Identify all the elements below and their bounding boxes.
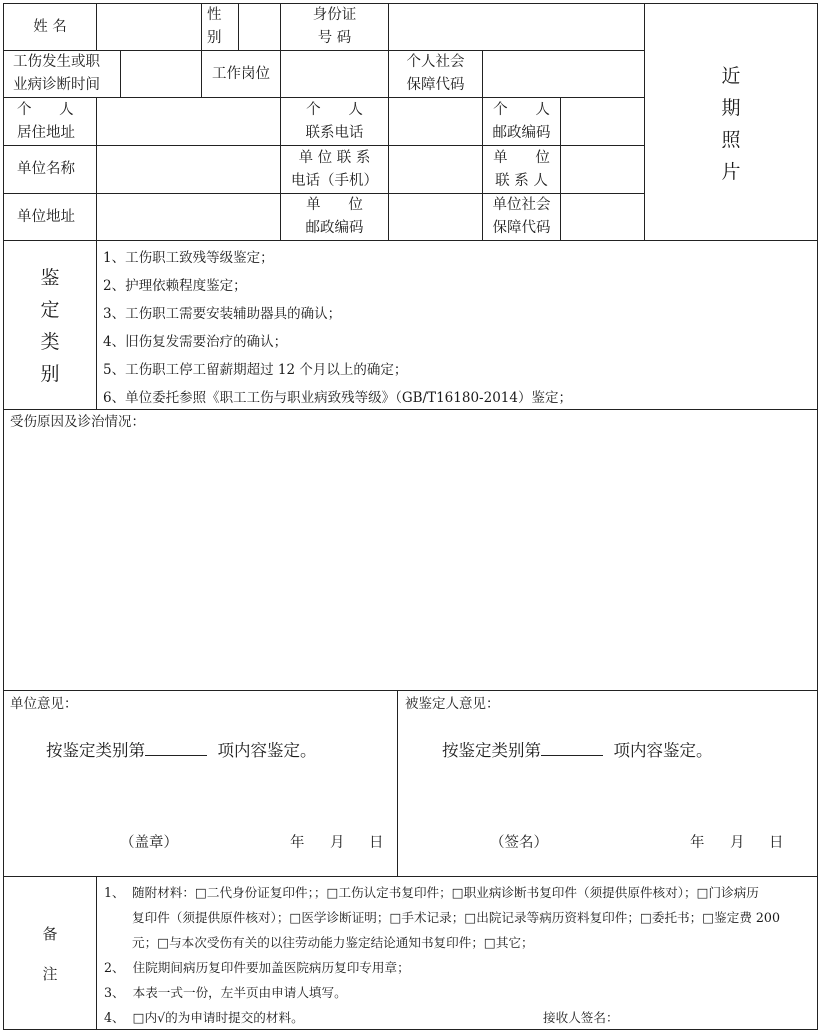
photo-char-1: 近: [721, 65, 741, 87]
photo-char-3: 照: [721, 129, 741, 151]
opinion-divider: [397, 690, 398, 877]
social-label-1: 个人社会: [406, 54, 465, 70]
injury-time-label-2: 业病诊断时间: [13, 77, 100, 93]
unit-social-label-2: 保障代码: [492, 220, 551, 236]
unit-phone-label-1: 单 位 联 系: [298, 150, 371, 166]
unit-addr-label: 单位地址: [17, 209, 75, 225]
post-label: 工作岗位: [212, 66, 270, 82]
category-item-4: 4、旧伤复发需要治疗的确认；: [103, 334, 288, 350]
note-3: 3、 本表一式一份，左半页由申请人填写。: [104, 985, 347, 1000]
unit-contact-label-1: 单 位: [493, 150, 550, 166]
notes-divider: [96, 876, 97, 1030]
unit-name-label: 单位名称: [17, 161, 75, 177]
r3-v5: [560, 97, 561, 241]
row-line-5: [3, 240, 818, 241]
category-list: [103, 244, 572, 412]
category-char-4: 别: [40, 363, 60, 385]
category-char-2: 定: [40, 299, 60, 321]
category-item-5: 5、工伤职工停工留薪期超过 12 个月以上的确定；: [103, 362, 408, 378]
note-2: 2、 住院期间病历复印件要加盖医院病历复印专用章；: [104, 960, 410, 975]
r2-v1: [120, 50, 121, 98]
unit-opinion-label: 单位意见：: [10, 696, 78, 712]
category-divider: [96, 240, 97, 410]
unit-phone-label-2: 电话（手机）: [291, 173, 378, 189]
person-opinion-label: 被鉴定人意见：: [405, 696, 500, 712]
r3-v3: [388, 97, 389, 241]
id-label-2: 号 码: [317, 30, 352, 46]
unit-postal-label-2: 邮政编码: [305, 220, 364, 236]
person-sentence-pre: 按鉴定类别第: [442, 741, 541, 760]
addr-label-2: 居住地址: [17, 125, 75, 141]
social-label-2: 保障代码: [406, 77, 465, 93]
note-4: 4、 □内√的为申请时提交的材料。: [104, 1010, 304, 1025]
person-day-label: 日: [769, 835, 784, 851]
border-top: [3, 3, 818, 4]
person-blank-line: [541, 737, 603, 756]
person-year-label: 年: [690, 835, 705, 851]
id-label-1: 身份证: [312, 7, 357, 23]
note-1-num: 1、: [104, 885, 125, 900]
postal-label-1: 个 人: [493, 102, 550, 118]
unit-social-label-1: 单位社会: [492, 197, 551, 213]
unit-year-label: 年: [290, 835, 305, 851]
seal-label: （盖章）: [120, 835, 178, 851]
note-1-line-1: 随附材料：□二代身份证复印件；；□工伤认定书复印件；□职业病诊断书复印件（须提供原件核对）；□门诊病历: [132, 885, 759, 900]
unit-sentence-pre: 按鉴定类别第: [46, 741, 145, 760]
phone-label-2: 联系电话: [305, 125, 364, 141]
unit-day-label: 日: [369, 835, 384, 851]
photo-area: [645, 60, 817, 188]
person-opinion-sentence: [442, 737, 713, 763]
sex-label-1: 性: [207, 7, 222, 23]
sign-label: （签名）: [490, 835, 548, 851]
person-sentence-post: 项内容鉴定。: [613, 741, 713, 760]
note-1-line-2: 复印件（须提供原件核对）；□医学诊断证明；□手术记录；□出院记录等病历资料复印件；□委托书；□鉴定费 200: [132, 910, 780, 925]
notes-label-2: 注: [42, 965, 58, 983]
category-item-2: 2、护理依赖程度鉴定；: [103, 278, 247, 294]
unit-blank-line: [145, 737, 207, 756]
category-char-3: 类: [40, 331, 60, 353]
photo-char-2: 期: [721, 97, 741, 119]
r3-v1: [96, 97, 97, 241]
r1-v2: [201, 3, 202, 51]
row-line-8: [3, 876, 818, 877]
notes-label-1: 备: [42, 925, 58, 943]
r2-v5: [482, 50, 483, 98]
r1-v3: [238, 3, 239, 51]
name-label: 姓 名: [33, 19, 67, 35]
r1-v1: [96, 3, 97, 51]
category-item-3: 3、工伤职工需要安装辅助器具的确认；: [103, 306, 342, 322]
unit-month-label: 月: [330, 835, 345, 851]
sex-label-2: 别: [207, 30, 222, 46]
category-item-6: 6、单位委托参照《职工工伤与职业病致残等级》（GB/T16180-2014）鉴定；: [103, 390, 572, 406]
category-label: [4, 262, 96, 390]
phone-label-1: 个 人: [306, 102, 363, 118]
injury-cause-label: 受伤原因及诊治情况：: [10, 414, 145, 430]
r1-v5: [388, 3, 389, 51]
category-char-1: 鉴: [40, 267, 60, 289]
photo-char-4: 片: [721, 161, 741, 183]
unit-opinion-sentence: [46, 737, 317, 763]
category-item-1: 1、工伤职工致残等级鉴定；: [103, 250, 274, 266]
unit-sentence-post: 项内容鉴定。: [217, 741, 317, 760]
unit-postal-label-1: 单 位: [306, 197, 363, 213]
unit-contact-label-2: 联 系 人: [495, 173, 548, 189]
r2-v3: [280, 50, 281, 98]
postal-label-2: 邮政编码: [492, 125, 551, 141]
note-1-line-3: 元；□与本次受伤有关的以往劳动能力鉴定结论通知书复印件；□其它；: [132, 935, 534, 950]
addr-label-1: 个 人: [17, 102, 74, 118]
receiver-signature-label: 接收人签名：: [543, 1010, 619, 1025]
person-month-label: 月: [730, 835, 745, 851]
injury-time-label-1: 工伤发生或职: [13, 54, 100, 70]
